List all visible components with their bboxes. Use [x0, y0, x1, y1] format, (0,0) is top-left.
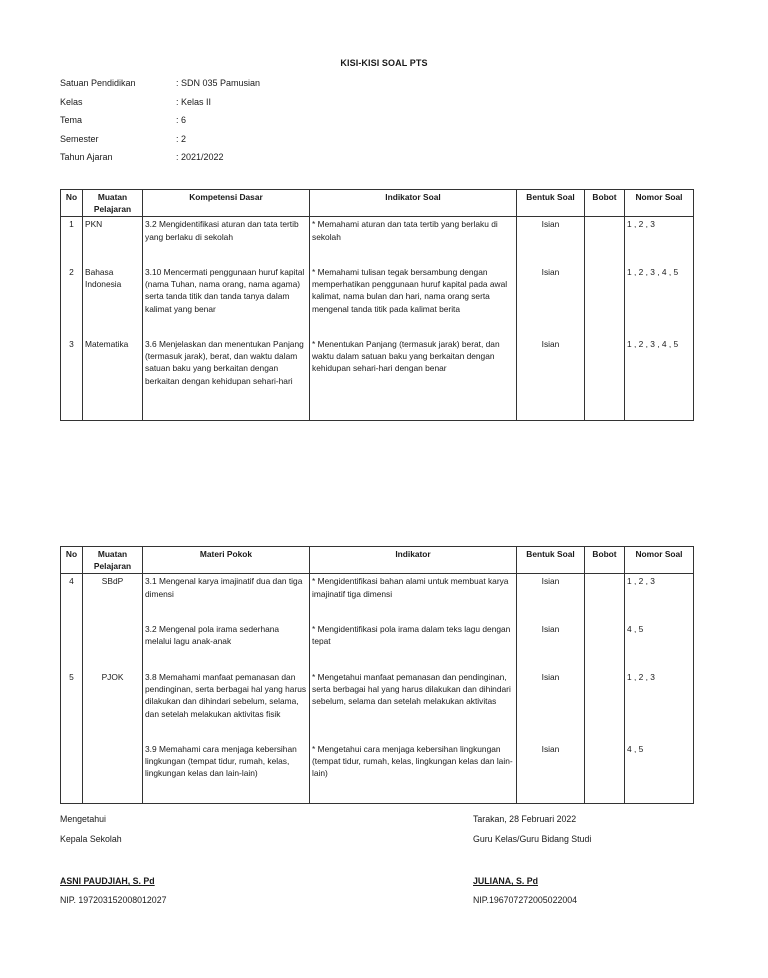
- teacher-name: JULIANA, S. Pd: [473, 876, 539, 886]
- kisi-table-materi: [60, 546, 694, 804]
- principal-name: ASNI PAUDJIAH, S. Pd: [60, 876, 155, 886]
- cell-bentuk: Isian: [517, 217, 585, 265]
- cell-bobot: [585, 742, 625, 804]
- cell-indikator: * Mengidentifikasi bahan alami untuk membuat karya imajinatif tiga dimensi: [310, 574, 517, 622]
- cell-bobot: [585, 265, 625, 337]
- cell-bobot: [585, 217, 625, 265]
- cell-nomor: 1 , 2 , 3: [625, 574, 694, 622]
- cell-nomor: 1 , 2 , 3 , 4 , 5: [625, 337, 694, 421]
- header-indikator-soal: Indikator Soal: [310, 190, 517, 217]
- info-row: [60, 152, 260, 171]
- cell-no: [61, 622, 83, 670]
- teacher-nip: NIP.196707272005022004: [473, 895, 578, 905]
- info-label: Semester: [60, 133, 99, 144]
- info-value: : SDN 035 Pamusian: [176, 78, 261, 88]
- table-row: [61, 217, 694, 265]
- header-nomor-soal: Nomor Soal: [625, 547, 694, 574]
- cell-bentuk: Isian: [517, 574, 585, 622]
- table-row: [61, 265, 694, 337]
- info-value: : 6: [176, 115, 187, 125]
- cell-nomor: 1 , 2 , 3 , 4 , 5: [625, 265, 694, 337]
- table-header-row: [61, 547, 694, 574]
- header-muatan: Muatan Pelajaran: [83, 190, 143, 217]
- info-row: [60, 78, 260, 97]
- cell-bobot: [585, 337, 625, 421]
- cell-indikator: * Memahami tulisan tegak bersambung dengan memperhatikan penggunaan huruf kapital pada awal kalimat, nama bulan dan hari, nama orang serta mengenal tanda titik pada kalimat berita: [310, 265, 517, 337]
- info-row: [60, 97, 260, 116]
- cell-bentuk: Isian: [517, 622, 585, 670]
- header-no: No: [61, 190, 83, 217]
- cell-indikator: * Mengidentifikasi pola irama dalam teks lagu dengan tepat: [310, 622, 517, 670]
- signature-left-line2: Kepala Sekolah: [60, 834, 122, 844]
- cell-kd: 3.2 Mengidentifikasi aturan dan tata tertib yang berlaku di sekolah: [143, 217, 310, 265]
- header-bentuk-soal: Bentuk Soal: [517, 190, 585, 217]
- cell-no: 1: [61, 217, 83, 265]
- info-label: Tahun Ajaran: [60, 152, 113, 162]
- info-value: : 2021/2022: [176, 152, 224, 162]
- principal-nip: NIP. 197203152008012027: [60, 895, 167, 905]
- cell-materi: 3.9 Memahami cara menjaga kebersihan lingkungan (tempat tidur, rumah, kelas, lingkungan kelas dan lain-lain): [143, 742, 310, 804]
- cell-no: 4: [61, 574, 83, 622]
- signature-right-line1: Tarakan, 28 Februari 2022: [473, 814, 577, 824]
- cell-indikator: * Memahami aturan dan tata tertib yang berlaku di sekolah: [310, 217, 517, 265]
- cell-indikator: * Menentukan Panjang (termasuk jarak) berat, dan waktu dalam satuan baku yang berkaitan dengan kehidupan sehari-hari dengan benar: [310, 337, 517, 421]
- cell-muatan: Bahasa Indonesia: [83, 265, 143, 337]
- kisi-table-kompetensi: [60, 189, 694, 421]
- cell-materi: 3.2 Mengenal pola irama sederhana melalui lagu anak-anak: [143, 622, 310, 670]
- cell-kd: 3.10 Mencermati penggunaan huruf kapital (nama Tuhan, nama orang, nama agama) serta tanda titik dan tanda tanya dalam kalimat yang benar: [143, 265, 310, 337]
- cell-bentuk: Isian: [517, 670, 585, 742]
- header-muatan: Muatan Pelajaran: [83, 547, 143, 574]
- cell-muatan: PKN: [83, 217, 143, 265]
- cell-nomor: 4 , 5: [625, 622, 694, 670]
- cell-nomor: 4 , 5: [625, 742, 694, 804]
- cell-no: 3: [61, 337, 83, 421]
- cell-no: 2: [61, 265, 83, 337]
- cell-muatan: PJOK: [83, 670, 143, 742]
- cell-bentuk: Isian: [517, 265, 585, 337]
- cell-muatan: Matematika: [83, 337, 143, 421]
- cell-muatan: [83, 622, 143, 670]
- cell-kd: 3.6 Menjelaskan dan menentukan Panjang (termasuk jarak), berat, dan waktu dalam satuan baku yang berkaitan dengan berkaitan dengan kehidupan sehari-hari: [143, 337, 310, 421]
- header-no: No: [61, 547, 83, 574]
- table-row: [61, 574, 694, 622]
- info-row: [60, 115, 260, 134]
- cell-bobot: [585, 622, 625, 670]
- table-row: [61, 742, 694, 804]
- info-label: Kelas: [60, 96, 83, 107]
- table-header-row: [61, 190, 694, 217]
- header-materi-pokok: Materi Pokok: [143, 547, 310, 574]
- info-value: : Kelas II: [176, 96, 212, 107]
- cell-bentuk: Isian: [517, 742, 585, 804]
- signature-left-line1: Mengetahui: [60, 814, 106, 824]
- document-title: KISI-KISI SOAL PTS: [340, 58, 428, 68]
- info-label: Satuan Pendidikan: [60, 78, 136, 88]
- cell-no: [61, 742, 83, 804]
- cell-indikator: * Mengetahui manfaat pemanasan dan pendinginan, serta berbagai hal yang harus dilakukan dan dihindari sebelum, selama dan setelah melakukan aktivitas: [310, 670, 517, 742]
- cell-indikator: * Mengetahui cara menjaga kebersihan lingkungan (tempat tidur, rumah, kelas, lingkungan kelas dan lain-lain): [310, 742, 517, 804]
- cell-nomor: 1 , 2 , 3: [625, 670, 694, 742]
- header-indikator: Indikator: [310, 547, 517, 574]
- table-row: [61, 622, 694, 670]
- header-kompetensi-dasar: Kompetensi Dasar: [143, 190, 310, 217]
- table-row: [61, 337, 694, 421]
- info-row: [60, 134, 260, 153]
- header-bobot: Bobot: [585, 190, 625, 217]
- cell-muatan: SBdP: [83, 574, 143, 622]
- cell-materi: 3.1 Mengenal karya imajinatif dua dan tiga dimensi: [143, 574, 310, 622]
- school-info: [60, 78, 260, 171]
- header-nomor-soal: Nomor Soal: [625, 190, 694, 217]
- info-label: Tema: [60, 115, 83, 125]
- cell-muatan: [83, 742, 143, 804]
- signature-right-line2: Guru Kelas/Guru Bidang Studi: [473, 834, 592, 844]
- header-bobot: Bobot: [585, 547, 625, 574]
- cell-bobot: [585, 574, 625, 622]
- table-row: [61, 670, 694, 742]
- cell-materi: 3.8 Memahami manfaat pemanasan dan pendinginan, serta berbagai hal yang harus dilakukan dan dihindari sebelum, selama, dan setelah melakukan aktivitas fisik: [143, 670, 310, 742]
- cell-nomor: 1 , 2 , 3: [625, 217, 694, 265]
- info-value: : 2: [176, 133, 187, 144]
- header-bentuk-soal: Bentuk Soal: [517, 547, 585, 574]
- cell-bobot: [585, 670, 625, 742]
- cell-bentuk: Isian: [517, 337, 585, 421]
- cell-no: 5: [61, 670, 83, 742]
